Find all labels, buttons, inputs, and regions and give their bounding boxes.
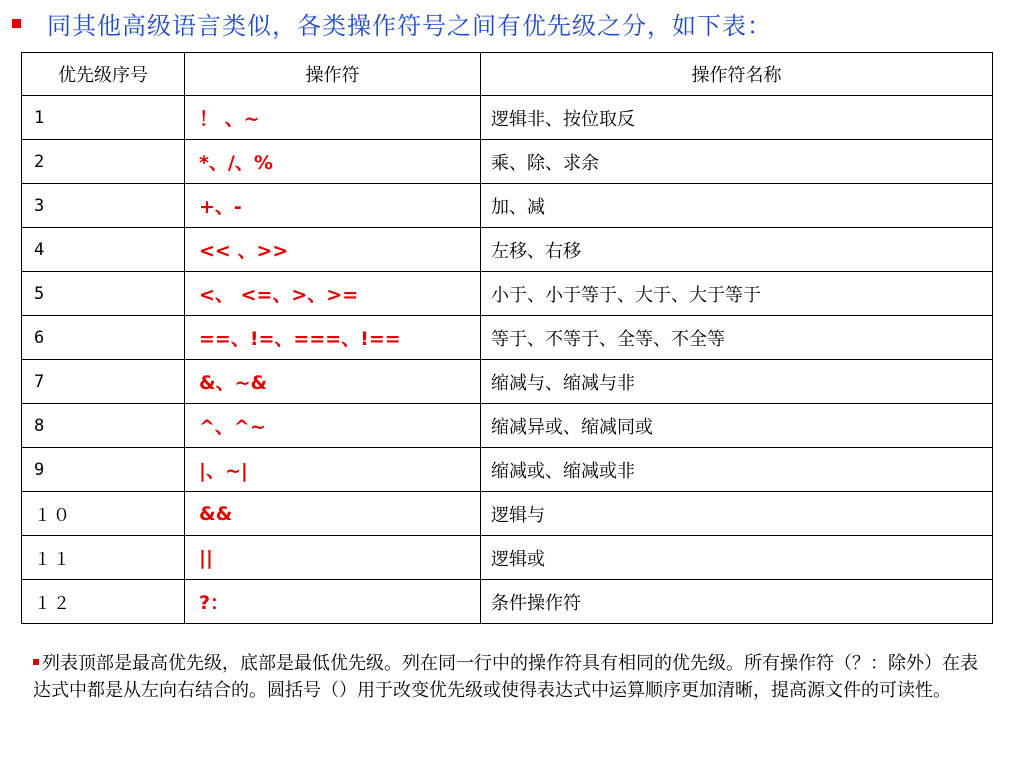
operator-cell: ==、!=、===、!== [185,316,481,360]
table-row [22,272,993,316]
level-cell: 2 [22,140,185,184]
operator-cell: |、~| [185,448,481,492]
operator-name-cell: 逻辑与 [481,492,993,536]
square-bullet-icon [33,659,39,665]
level-cell: 8 [22,404,185,448]
level-cell: 3 [22,184,185,228]
footnote-paragraph [33,650,993,704]
level-cell: 6 [22,316,185,360]
operator-cell: || [185,536,481,580]
table-row [22,184,993,228]
operator-cell: *、/、% [185,140,481,184]
operator-name-cell: 缩减与、缩减与非 [481,360,993,404]
slide-title: 同其他高级语言类似，各类操作符号之间有优先级之分，如下表： [47,11,772,40]
operator-name-cell: 小于、小于等于、大于、大于等于 [481,272,993,316]
operator-cell: ?： [185,580,481,624]
level-cell: 5 [22,272,185,316]
level-cell: 9 [22,448,185,492]
operator-name-cell: 逻辑或 [481,536,993,580]
level-cell: 4 [22,228,185,272]
table-row [22,404,993,448]
table-header-row [22,53,993,96]
operator-cell: << 、>> [185,228,481,272]
table-row [22,140,993,184]
level-cell: １２ [22,580,185,624]
operator-name-cell: 逻辑非、按位取反 [481,96,993,140]
operator-name-cell: 缩减或、缩减或非 [481,448,993,492]
header-operator-name: 操作符名称 [481,53,993,96]
operator-cell: && [185,492,481,536]
square-bullet-icon [12,19,21,28]
header-operator: 操作符 [185,53,481,96]
operator-name-cell: 条件操作符 [481,580,993,624]
level-cell: 1 [22,96,185,140]
operator-name-cell: 缩减异或、缩减同或 [481,404,993,448]
footnote-text: 列表顶部是最高优先级，底部是最低优先级。列在同一行中的操作符具有相同的优先级。所有操作符（？：除外）在表达式中都是从左向右结合的。圆括号（）用于改变优先级或使得表达式中运算顺序更加清晰，提高源文件的可读性。 [33,653,978,701]
operator-name-cell: 乘、除、求余 [481,140,993,184]
table-row [22,580,993,624]
table-row [22,360,993,404]
table-row [22,448,993,492]
operator-cell: +、- [185,184,481,228]
level-cell: １１ [22,536,185,580]
table-row [22,492,993,536]
table-row [22,228,993,272]
operator-cell: <、 <=、>、>= [185,272,481,316]
header-level: 优先级序号 [22,53,185,96]
level-cell: 7 [22,360,185,404]
operator-precedence-table [21,52,993,624]
slide-title-row [12,6,772,40]
operator-name-cell: 等于、不等于、全等、不全等 [481,316,993,360]
operator-cell: ^、^~ [185,404,481,448]
operator-cell: &、~& [185,360,481,404]
operator-cell: ！ 、~ [185,96,481,140]
table-row [22,316,993,360]
operator-name-cell: 左移、右移 [481,228,993,272]
operator-name-cell: 加、减 [481,184,993,228]
level-cell: １０ [22,492,185,536]
table-row [22,96,993,140]
table-row [22,536,993,580]
